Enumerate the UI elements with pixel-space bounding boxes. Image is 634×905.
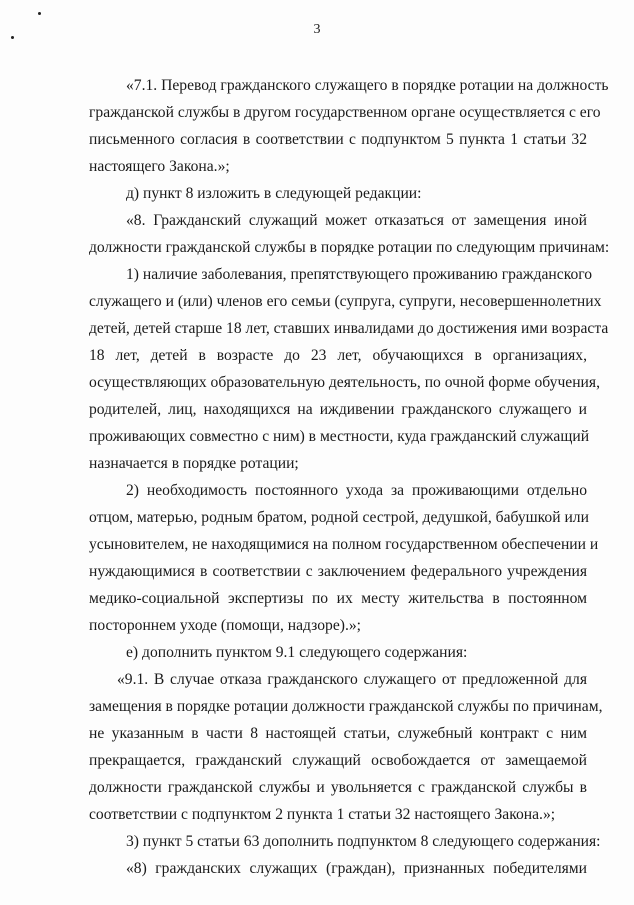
text-line: должности гражданской службы и увольняется с гражданской службы в xyxy=(89,779,587,796)
text-line: проживающих совместно с ним) в местности, куда гражданский служащий xyxy=(89,428,590,445)
text-line: не указанным в части 8 настоящей статьи, служебный контракт с ним xyxy=(89,725,587,742)
text-line: гражданской службы в другом государственном органе осуществляется с его xyxy=(89,104,601,121)
text-line: 3) пункт 5 статьи 63 дополнить подпунктом 8 следующего содержания: xyxy=(126,833,601,850)
scan-speck xyxy=(38,12,41,15)
text-line: е) дополнить пунктом 9.1 следующего содержания: xyxy=(126,644,468,661)
text-line: осуществляющих образовательную деятельность, по очной форме обучения, xyxy=(89,374,600,391)
text-line: 18 лет, детей в возрасте до 23 лет, обучающихся в организациях, xyxy=(89,347,587,364)
text-line: «8. Гражданский служащий может отказаться от замещения иной xyxy=(126,212,587,229)
page-number: 3 xyxy=(313,22,321,37)
text-line: «7.1. Перевод гражданского служащего в порядке ротации на должность xyxy=(126,77,609,94)
text-line: д) пункт 8 изложить в следующей редакции: xyxy=(126,185,422,202)
text-line: медико-социальной экспертизы по их месту жительства в постоянном xyxy=(89,590,587,607)
text-line: детей, детей старше 18 лет, ставших инвалидами до достижения ими возраста xyxy=(89,320,609,337)
text-line: письменного согласия в соответствии с подпунктом 5 пункта 1 статьи 32 xyxy=(89,131,587,148)
text-line: «9.1. В случае отказа гражданского служащего от предложенной для xyxy=(117,671,587,688)
text-line: настоящего Закона.»; xyxy=(89,158,230,175)
text-line: замещения в порядке ротации должности гражданской службы по причинам, xyxy=(89,698,603,715)
text-line: нуждающимися в соответствии с заключением федерального учреждения xyxy=(89,563,587,580)
text-line: назначается в порядке ротации; xyxy=(89,455,299,472)
text-line: соответствии с подпунктом 2 пункта 1 статьи 32 настоящего Закона.»; xyxy=(89,806,556,823)
text-line: усыновителем, не находящимися на полном государственном обеспечении и xyxy=(89,536,599,553)
text-line: должности гражданской службы в порядке ротации по следующим причинам: xyxy=(89,239,610,256)
text-line: постороннем уходе (помощи, надзоре).»; xyxy=(89,617,361,634)
text-line: родителей, лиц, находящихся на иждивении гражданского служащего и xyxy=(89,401,587,418)
text-line: 1) наличие заболевания, препятствующего проживанию гражданского xyxy=(126,266,593,283)
text-line: служащего и (или) членов его семьи (супруга, супруги, несовершеннолетних xyxy=(89,293,602,310)
text-line: прекращается, гражданский служащий освобождается от замещаемой xyxy=(89,752,587,769)
text-line: «8) гражданских служащих (граждан), признанных победителями xyxy=(126,860,587,877)
text-line: 2) необходимость постоянного ухода за проживающими отдельно xyxy=(126,482,587,499)
text-line: отцом, матерью, родным братом, родной сестрой, дедушкой, бабушкой или xyxy=(89,509,589,526)
